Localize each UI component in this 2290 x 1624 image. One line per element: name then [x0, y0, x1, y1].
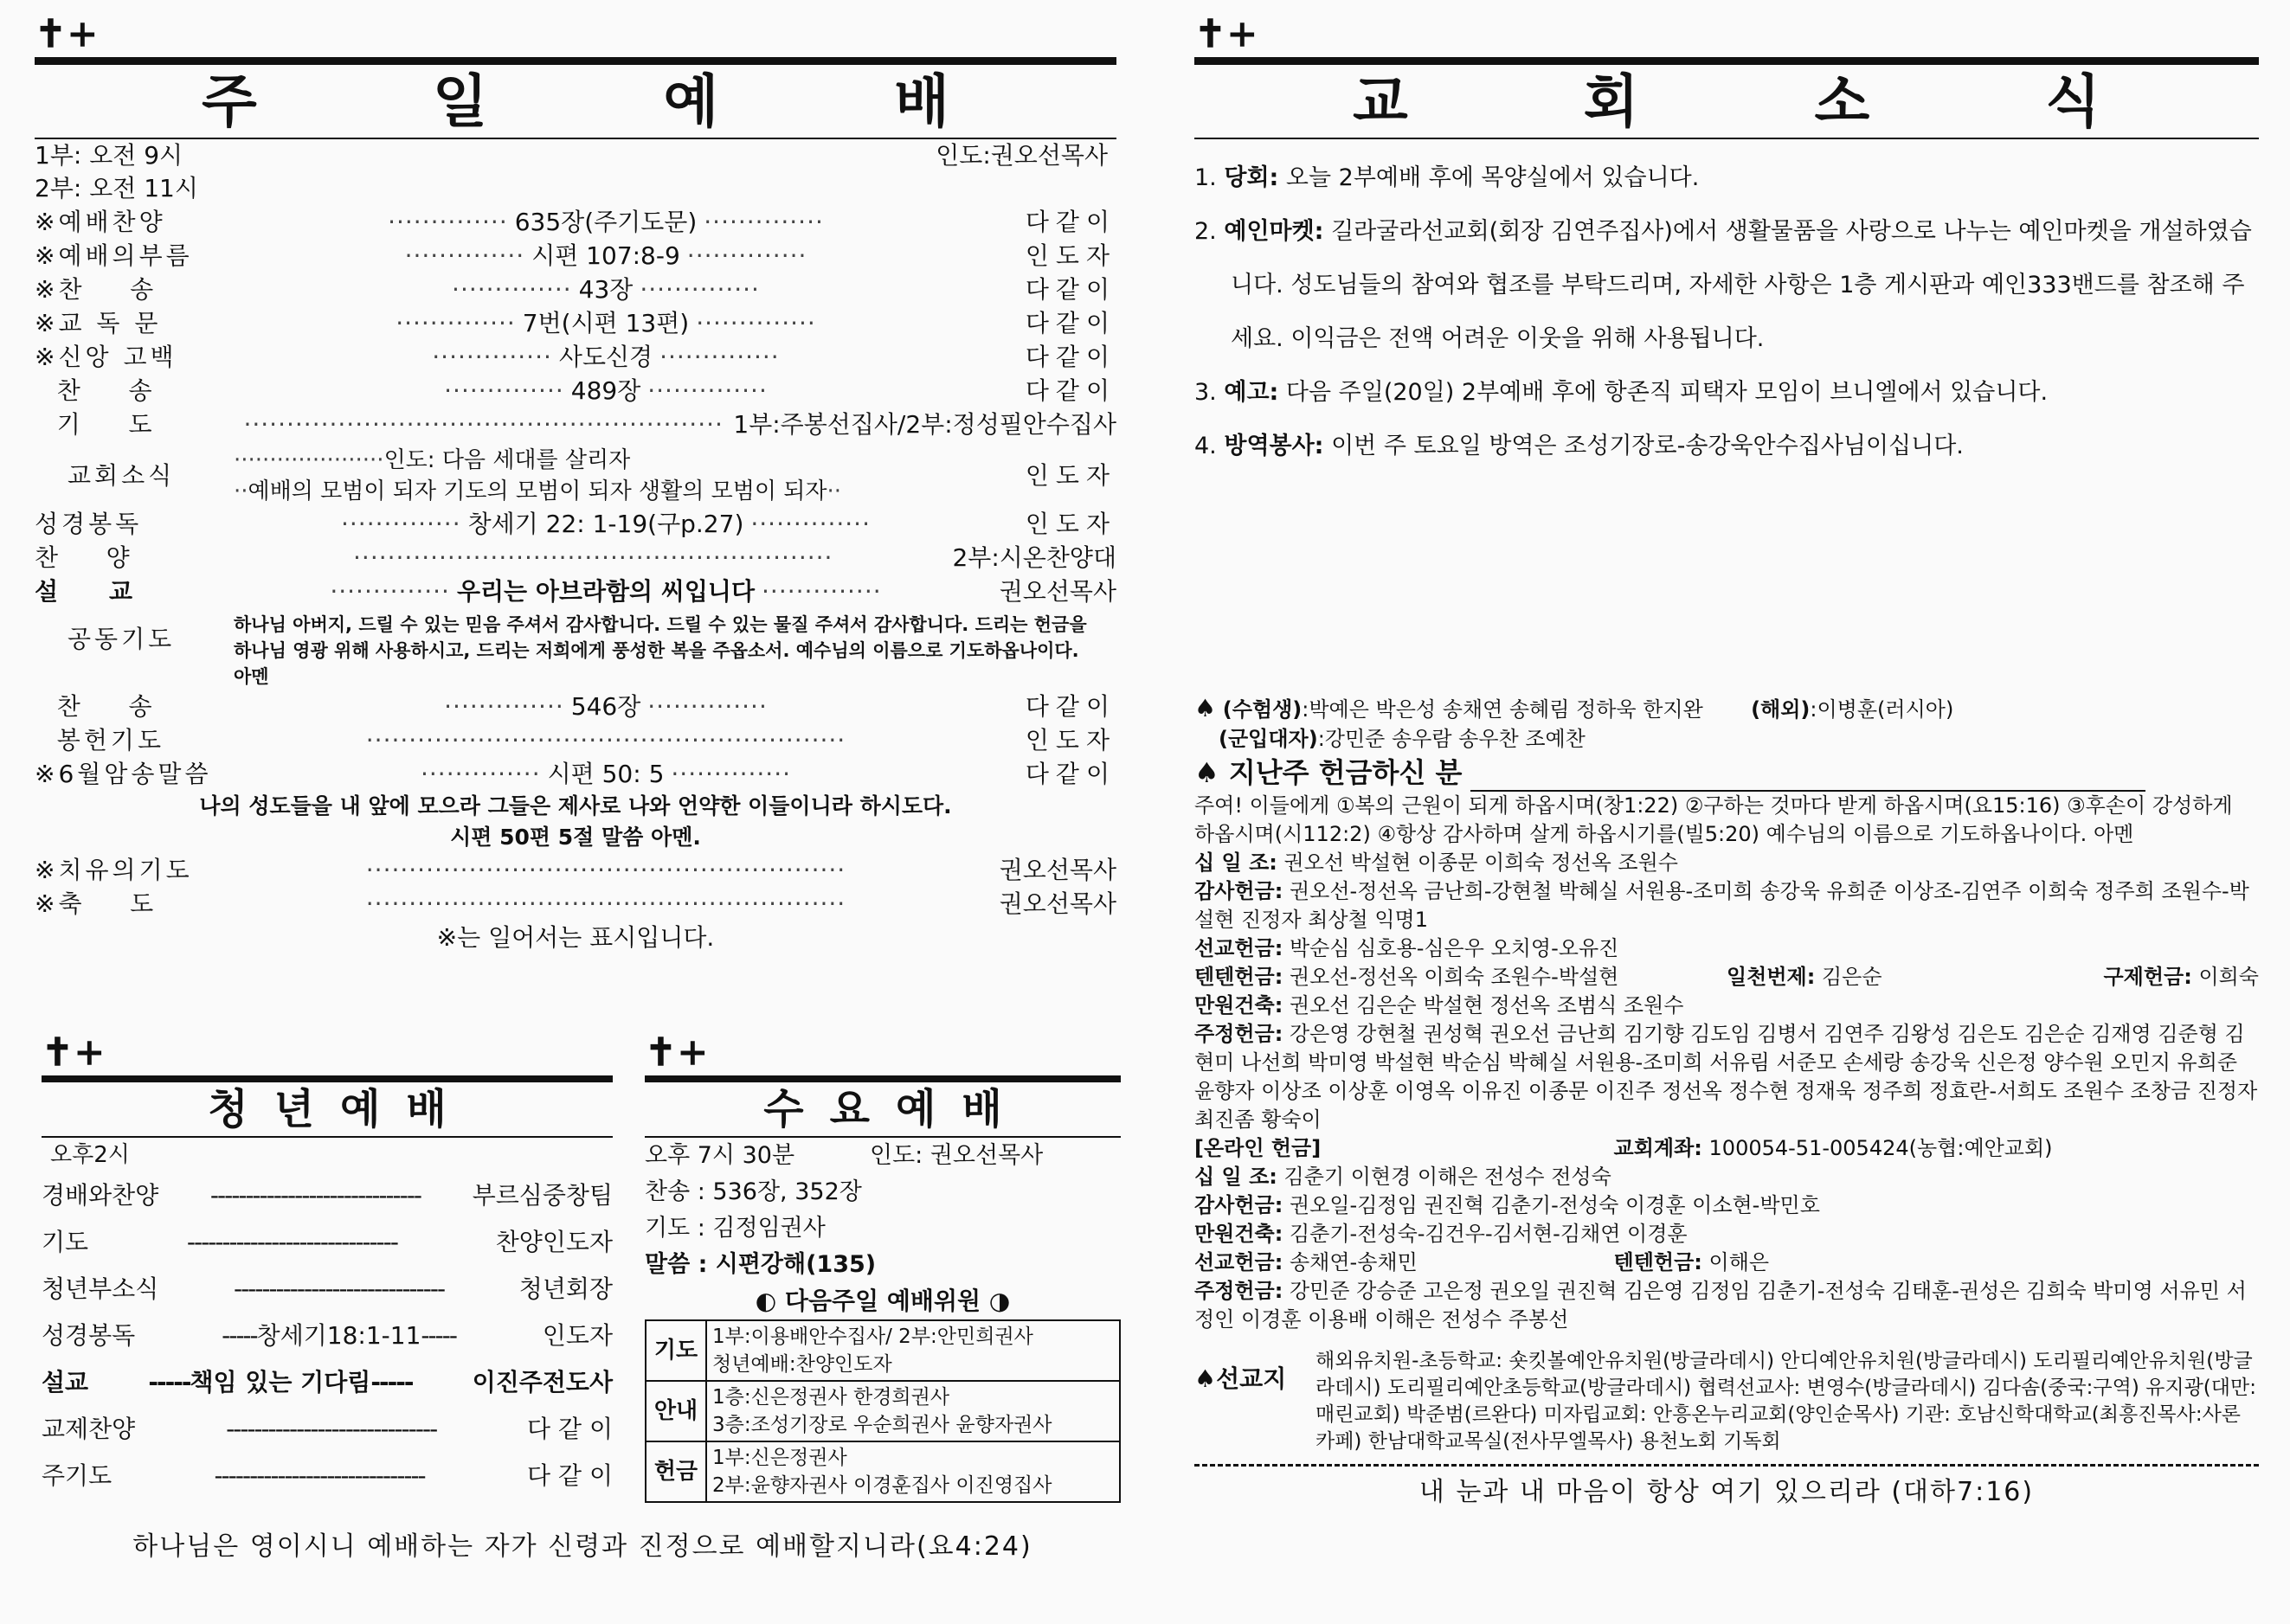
order-item-name: 공동기도 [68, 625, 176, 653]
stand-note: ※는 일어서는 표시입니다. [436, 923, 715, 952]
duty-label: 기도 [646, 1320, 706, 1381]
offering-row [1194, 1163, 2259, 1191]
offering-row [1194, 849, 2259, 877]
offering-names: 송채연-송채민 [1289, 1250, 1418, 1274]
offering-key: 주정헌금: [1194, 1022, 1283, 1046]
order-item-right: 2부:시온찬양대 [952, 543, 1116, 572]
duty-line: 1층:신은정권사 한경희권사 [712, 1386, 950, 1409]
leader-name: 인도:권오선목사 [936, 141, 1108, 170]
order-item-name: ※찬 송 [35, 275, 158, 304]
right-verse: 내 눈과 내 마음이 항상 여기 있으리라 (대하7:16) [1418, 1477, 2035, 1507]
youth-order-item: 경배와찬양 ------------------------------ 부르심중창팀 [42, 1172, 613, 1219]
spade-icon: ♠ [1194, 694, 1217, 722]
common-prayer-text: 하나님 아버지, 드릴 수 있는 믿음 주셔서 감사합니다. 드릴 수 있는 물질 주셔서 감사합니다. 드리는 헌금을 하나님 영광 위해 사용하시고, 드리는 저희에게 풍성한 복을 주옵소서. 예수님의 이름으로 기도하옵나이다. 아멘 [234, 614, 1087, 687]
order-item-content: 시편 50: 5 [547, 760, 665, 788]
youth-time: 오후2시 [50, 1142, 130, 1168]
offering-key: 선교헌금: [1194, 936, 1283, 960]
order-item-right: 인도자 [1025, 510, 1116, 538]
news-number: 4. [1194, 433, 1217, 459]
service-2-time: 2부: 오전 11시 [35, 174, 198, 202]
mission-label: ♠선교지 [1194, 1364, 1287, 1393]
army-names: :강민준 송우람 송우찬 조예찬 [1317, 727, 1586, 751]
exam-names: :박예은 박은성 송채연 송혜림 정하욱 한지완 [1302, 697, 1703, 722]
order-item-content: 635장(주기도문) [514, 208, 698, 236]
wednesday-time: 오후 7시 30분 [645, 1142, 795, 1169]
youth-order-item: 성경봉독 -----창세기18:1-11----- 인도자 [42, 1313, 613, 1359]
service-times [35, 139, 1116, 205]
order-item-right: 인도자 [1025, 241, 1116, 270]
order-item-content: 사도신경 [558, 343, 653, 371]
offering-key: 십 일 조: [1194, 851, 1277, 875]
order-item-name: ※예배찬양 [35, 208, 166, 236]
youth-item-name: 성경봉독 [42, 1321, 136, 1350]
order-item: 성경봉독 ·············· 창세기 22: 1-19(구p.27) ·············· 인도자 [35, 507, 1116, 541]
news-item [1194, 420, 2259, 473]
wednesday-leader: 인도: 권오선목사 [870, 1142, 1044, 1169]
youth-item-right: 부르심중창팀 [472, 1181, 613, 1210]
offering-key: 텐텐헌금: [1194, 965, 1283, 989]
youth-item-right: 찬양인도자 [495, 1228, 613, 1256]
divider [645, 1075, 1121, 1082]
order-item-prayer [35, 612, 1116, 690]
offering-names: 김은순 [1821, 965, 1882, 989]
news-text: 이번 주 토요일 방역은 조성기장로-송강욱안수집사님이십니다. [1331, 433, 1964, 459]
order-item-name: 설 교 [35, 577, 137, 606]
offering-names: 김춘기 이현경 이해은 전성수 전성숙 [1283, 1165, 1611, 1189]
online-offering-list [1194, 1163, 2259, 1248]
wednesday-title: 수요예배 [763, 1085, 1028, 1133]
offering-prayer: 주여! 이들에게 ①복의 근원이 되게 하옵시며(창1:22) ②구하는 것마다 받게 하옵시며(요15:16) ③후손이 강성하게 하옵시며(시112:2) ④항상 감사하며 살게 하옵시기를(빌5:20) 예수님의 이름으로 기도하옵나이다. 아멘 [1194, 793, 2233, 846]
offering-key: 일천번제: [1727, 965, 1816, 989]
duty-label: 헌금 [646, 1441, 706, 1502]
spade-icon: ♠ [1194, 756, 1219, 789]
youth-item-right: 청년회장 [518, 1274, 613, 1303]
offering-title: 지난주 헌금하신 분 [1228, 756, 1463, 789]
order-item-name: ※6월암송말씀 [35, 760, 212, 788]
divider [42, 1075, 613, 1082]
duty-line: 2부:윤향자권사 이경훈집사 이진영집사 [712, 1474, 1052, 1497]
offering-row [1194, 1220, 2259, 1248]
news-item [1194, 366, 2259, 420]
order-item-news: 교회소식 ·····················인도: 다음 세대를 살리자 ··예배의 모범이 되자 기도의 모범이 되자 생활의 모범이 되자·· 인도자 [35, 445, 1116, 507]
cross-icon: ✝+ [35, 12, 99, 56]
order-item-name: ※예배의부름 [35, 241, 193, 270]
order-item: 찬 송 ·············· 546장 ·············· 다같이 [35, 690, 1116, 723]
offering-row [1194, 1020, 2259, 1134]
offering-key: 선교헌금: [1194, 1250, 1283, 1274]
offering-names: 이희숙 [2198, 965, 2259, 989]
order-item: ※찬 송 ·············· 43장 ·············· 다같이 [35, 273, 1116, 306]
order-item-name: 찬 양 [35, 543, 133, 572]
order-item: ※축 도 ························································ 권오선목사 [35, 887, 1116, 921]
worship-order [35, 205, 1116, 441]
youth-item-right: 이진주전도사 [472, 1368, 613, 1396]
youth-item-name: 경배와찬양 [42, 1181, 159, 1210]
online-label: [온라인 헌금] [1194, 1136, 1322, 1160]
order-item-content: 7번(시편 13편) [522, 309, 690, 337]
offering-list-2 [1194, 992, 2259, 1134]
youth-order-item: 교제찬양 ------------------------------ 다 같 이 [42, 1406, 613, 1453]
abroad-label: (해외) [1751, 697, 1811, 722]
offering-names: 김춘기-전성숙-김건우-김서현-김채연 이경훈 [1289, 1222, 1688, 1246]
news-text: 오늘 2부예배 후에 목양실에서 있습니다. [1285, 164, 1700, 191]
order-item-right: 1부:주봉선집사/2부:정성필안수집사 [733, 410, 1116, 439]
online-offering-row-mission [1194, 1248, 2259, 1277]
wednesday-worship-panel [645, 1030, 1121, 1503]
youth-order-item: 설교 -----책임 있는 기다림----- 이진주전도사 [42, 1359, 613, 1406]
worship-order-3 [35, 690, 1116, 791]
exam-label: (수험생) [1222, 697, 1303, 722]
offering-key: 텐텐헌금: [1613, 1250, 1702, 1274]
wednesday-prayer: 기도 : 김정임권사 [645, 1215, 826, 1242]
order-item: 찬 송 ·············· 489장 ·············· 다같이 [35, 374, 1116, 408]
youth-item-name: 청년부소식 [42, 1274, 159, 1303]
youth-order-item: 청년부소식 ------------------------------ 청년회장 [42, 1266, 613, 1313]
order-item-content: 43장 [578, 275, 634, 304]
order-item-right: 다같이 [1025, 376, 1116, 405]
offering-header [1194, 754, 2259, 792]
bottom-verse: 하나님은 영이시니 예배하는 자가 신령과 진정으로 예배할지니라(요4:24) [132, 1531, 1032, 1562]
order-item-right: 다같이 [1025, 692, 1116, 721]
wednesday-sermon: 말씀 : 시편강해(135) [645, 1251, 877, 1278]
order-item-content: 시편 107:8-9 [531, 241, 680, 270]
order-item-right: 다같이 [1025, 343, 1116, 371]
order-item-name: 기 도 [35, 410, 156, 439]
duty-line: 1부:신은정권사 [712, 1447, 847, 1469]
order-item-name: 교회소식 [68, 461, 176, 490]
offering-key: 구제헌금: [2103, 965, 2192, 989]
offering-key: 감사헌금: [1194, 1193, 1283, 1217]
divider [1194, 138, 2259, 139]
news-heading: 당회: [1224, 164, 1279, 191]
news-line-2: 예배의 모범이 되자 기도의 모범이 되자 생활의 모범이 되자 [248, 478, 827, 504]
news-number: 1. [1194, 164, 1217, 191]
news-text: 길라굴라선교회(회장 김연주집사)에서 생활물품을 사랑으로 나누는 예인마켓을 개설하였습니다. 성도님들의 참여와 협조를 부탁드리며, 자세한 사항은 1층 게시판과 예인333밴드를 참조해 주세요. 이익금은 전액 어려운 이웃을 위해 사용됩니다. [1231, 218, 2252, 352]
youth-order-item: 주기도 ------------------------------ 다 같 이 [42, 1453, 613, 1499]
order-item: ※치유의기도 ························································ 권오선목사 [35, 853, 1116, 887]
wednesday-hymn: 찬송 : 536장, 352장 [645, 1178, 862, 1205]
news-item [1194, 205, 2259, 366]
order-item-content: 우리는 아브라함의 씨입니다 [456, 577, 756, 606]
duty-line: 청년예배:찬양인도자 [712, 1353, 892, 1376]
offering-row [1194, 1191, 2259, 1220]
worship-order-4 [35, 853, 1116, 921]
order-item-right: 다같이 [1025, 309, 1116, 337]
duty-row [646, 1441, 1120, 1502]
offering-row [1194, 877, 2259, 934]
news-heading: 방역봉사: [1224, 433, 1324, 459]
youth-item-name: 기도 [42, 1228, 89, 1256]
order-item-name: ※신앙 고백 [35, 343, 177, 371]
offering-key: 감사헌금: [1194, 879, 1283, 903]
youth-item-right: 다 같 이 [527, 1461, 613, 1490]
news-line-1: 인도: 다음 세대를 살리자 [383, 447, 631, 473]
offering-names: 권오선 김은순 박설현 정선옥 조범식 조원수 [1289, 993, 1684, 1017]
cross-icon: ✝+ [1194, 12, 1258, 56]
youth-order-item: 기도 ------------------------------ 찬양인도자 [42, 1219, 613, 1266]
offering-key: 십 일 조: [1194, 1165, 1277, 1189]
divider [1194, 57, 2259, 65]
order-item: ※예배의부름 ·············· 시편 107:8-9 ·············· 인도자 [35, 239, 1116, 273]
duty-row [646, 1381, 1120, 1441]
news-heading: 예인마켓: [1224, 218, 1324, 245]
page-title: 주 일 예 배 [202, 67, 1027, 135]
offering-names: 권오선 박설현 이종문 이희숙 정선옥 조원수 [1283, 851, 1678, 875]
order-item-right: 권오선목사 [999, 856, 1116, 884]
order-item-name: 찬 송 [35, 376, 156, 405]
youth-item-name: 설교 [42, 1368, 89, 1396]
order-item: 설 교 ·············· 우리는 아브라함의 씨입니다 ·············· 권오선목사 [35, 574, 1116, 608]
next-week-committee-title: ◐ 다음주일 예배위원 ◑ [755, 1287, 1011, 1315]
order-item-right: 인도자 [1025, 461, 1116, 490]
youth-order [42, 1172, 613, 1499]
offering-row [1194, 992, 2259, 1020]
order-item: ※교 독 문 ·············· 7번(시편 13편) ·············· 다같이 [35, 306, 1116, 340]
offering-key: 만원건축: [1194, 993, 1283, 1017]
news-item [1194, 151, 2259, 205]
youth-item-right: 다 같 이 [527, 1415, 613, 1443]
duty-line: 3층:조성기장로 우순희권사 윤향자권사 [712, 1414, 1052, 1436]
offering-names: 박순심 심호용-심은우 오치영-오유진 [1289, 936, 1619, 960]
church-news-panel [1194, 12, 2259, 1518]
offering-names: 강민준 강승준 고은정 권오일 권진혁 김은영 김정임 김춘기-전성숙 김태훈-권성은 김희숙 박미영 서유민 서정인 이경훈 이용배 이해은 전성수 주봉선 [1194, 1279, 2247, 1332]
order-item-name: ※축 도 [35, 889, 158, 918]
order-item: 기 도 ························································ 1부:주봉선집사/2부:정성필안수집사 [35, 408, 1116, 441]
order-item-content: 489장 [570, 376, 641, 405]
sunday-worship-panel [35, 12, 1116, 955]
youth-title: 청년예배 [208, 1085, 473, 1133]
offering-names: 권오선-정선옥 이희숙 조원수-박설현 [1289, 965, 1619, 989]
prayer-request-section [1194, 694, 2259, 754]
order-item-right: 다같이 [1025, 760, 1116, 788]
youth-item-name: 교제찬양 [42, 1415, 136, 1443]
order-item-name: 성경봉독 [35, 510, 143, 538]
duty-line: 1부:이용배안수집사/ 2부:안민희권사 [712, 1326, 1033, 1348]
offering-names: 강은영 강현철 권성혁 권오선 금난희 김기향 김도임 김병서 김연주 김왕성 김은도 김은순 김재영 김준형 김현미 나선희 박미영 박설현 박순심 박혜실 서원용-조미희 서유림 서준모 손세랑 송강욱 신은정 양수원 오민지 유희준 윤향자 이상조 이상훈 이영옥 이유진 이종문 이진주 정선옥 정수현 정재욱 정주희 정효란-서희도 조원수 조창금 진정자 최진좀 황숙이 [1194, 1022, 2258, 1132]
order-item: 찬 양 ························································ 2부:시온찬양대 [35, 541, 1116, 574]
order-item: ※신앙 고백 ·············· 사도신경 ·············· 다같이 [35, 340, 1116, 374]
online-offering-header [1194, 1134, 2259, 1163]
youth-worship-panel [42, 1030, 613, 1499]
abroad-names: :이병훈(러시아) [1810, 697, 1954, 722]
offering-key: 주정헌금: [1194, 1279, 1283, 1303]
news-number: 2. [1194, 218, 1217, 245]
youth-item-name: 주기도 [42, 1461, 113, 1490]
youth-item-content: 창세기18:1-11 [256, 1321, 421, 1350]
mission-section [1194, 1348, 2259, 1455]
offering-names: 이해은 [1708, 1250, 1770, 1274]
divider [35, 57, 1116, 65]
order-item-right: 인도자 [1025, 726, 1116, 754]
page-title: 교 회 소 식 [1353, 67, 2178, 135]
duty-row [646, 1320, 1120, 1381]
account-number: 100054-51-005424(농협:예안교회) [1708, 1136, 2053, 1160]
offering-list [1194, 849, 2259, 963]
order-item: 봉헌기도 ························································ 인도자 [35, 723, 1116, 757]
offering-names: 권오선-정선옥 금난희-강현철 박혜실 서원용-조미희 송강욱 유희준 이상조-김연주 이희숙 정주희 조원수-박설현 진정자 최상철 익명1 [1194, 879, 2249, 932]
army-label: (군입대자) [1219, 727, 1318, 751]
news-heading: 예고: [1224, 379, 1279, 406]
cross-icon: ✝+ [42, 1030, 106, 1075]
news-text: 다음 주일(20일) 2부예배 후에 항존직 피택자 모임이 브니엘에서 있습니다. [1285, 379, 2049, 406]
news-list [1194, 151, 2259, 473]
youth-item-right: 인도자 [542, 1321, 613, 1350]
order-item-right: 다같이 [1025, 208, 1116, 236]
memory-verse: 나의 성도들을 내 앞에 모으라 그들은 제사로 나와 언약한 이들이니라 하시도다. [199, 793, 952, 818]
order-item-name: ※치유의기도 [35, 856, 193, 884]
offering-key: 만원건축: [1194, 1222, 1283, 1246]
offering-row [1194, 1277, 2259, 1334]
order-item-content: 546장 [570, 692, 641, 721]
underline [1470, 766, 2145, 792]
cross-icon: ✝+ [645, 1030, 709, 1075]
order-item-right: 다같이 [1025, 275, 1116, 304]
order-item-right: 권오선목사 [999, 577, 1116, 606]
offering-row [1194, 934, 2259, 963]
order-item-name: 봉헌기도 [35, 726, 164, 754]
offering-row-tenten [1194, 963, 2259, 992]
order-item-name: ※교 독 문 [35, 309, 162, 337]
mission-text: 해외유치원-초등학교: 숏킷볼예안유치원(방글라데시) 안디예안유치원(방글라데시) 도리필리예안유치원(방글라데시) 도리필리예안초등학교(방글라데시) 협력선교사: 변영수(방글라데시) 김다솜(중국:구역) 유지광(대만:매린교회) 박준범(르완다) 미자립교회: 안흥온누리교회(양인순목사) 기관: 호남신학대학교(최흥진목사:사론카페) 한남대학교목실(전사무엘목사) 용천노회 기독회 [1315, 1350, 2256, 1453]
duty-label: 안내 [646, 1381, 706, 1441]
order-item-name: 찬 송 [35, 692, 156, 721]
order-item: ※예배찬양 ·············· 635장(주기도문) ·············· 다같이 [35, 205, 1116, 239]
service-1-time: 1부: 오전 9시 [35, 141, 183, 170]
youth-item-content: 책임 있는 기다림 [190, 1368, 371, 1396]
account-label: 교회계좌: [1613, 1136, 1702, 1160]
offering-names: 권오일-김정임 권진혁 김춘기-전성숙 이경훈 이소현-박민호 [1289, 1193, 1820, 1217]
order-item-right: 권오선목사 [999, 889, 1116, 918]
news-number: 3. [1194, 379, 1217, 406]
order-item-content: 창세기 22: 1-19(구p.27) [467, 510, 744, 538]
duty-table [645, 1319, 1121, 1503]
worship-order-2 [35, 507, 1116, 608]
order-item: ※6월암송말씀 ·············· 시편 50: 5 ·············· 다같이 [35, 757, 1116, 791]
online-offering-list-2 [1194, 1277, 2259, 1334]
memory-verse-ref: 시편 50편 5절 말씀 아멘. [450, 825, 701, 850]
